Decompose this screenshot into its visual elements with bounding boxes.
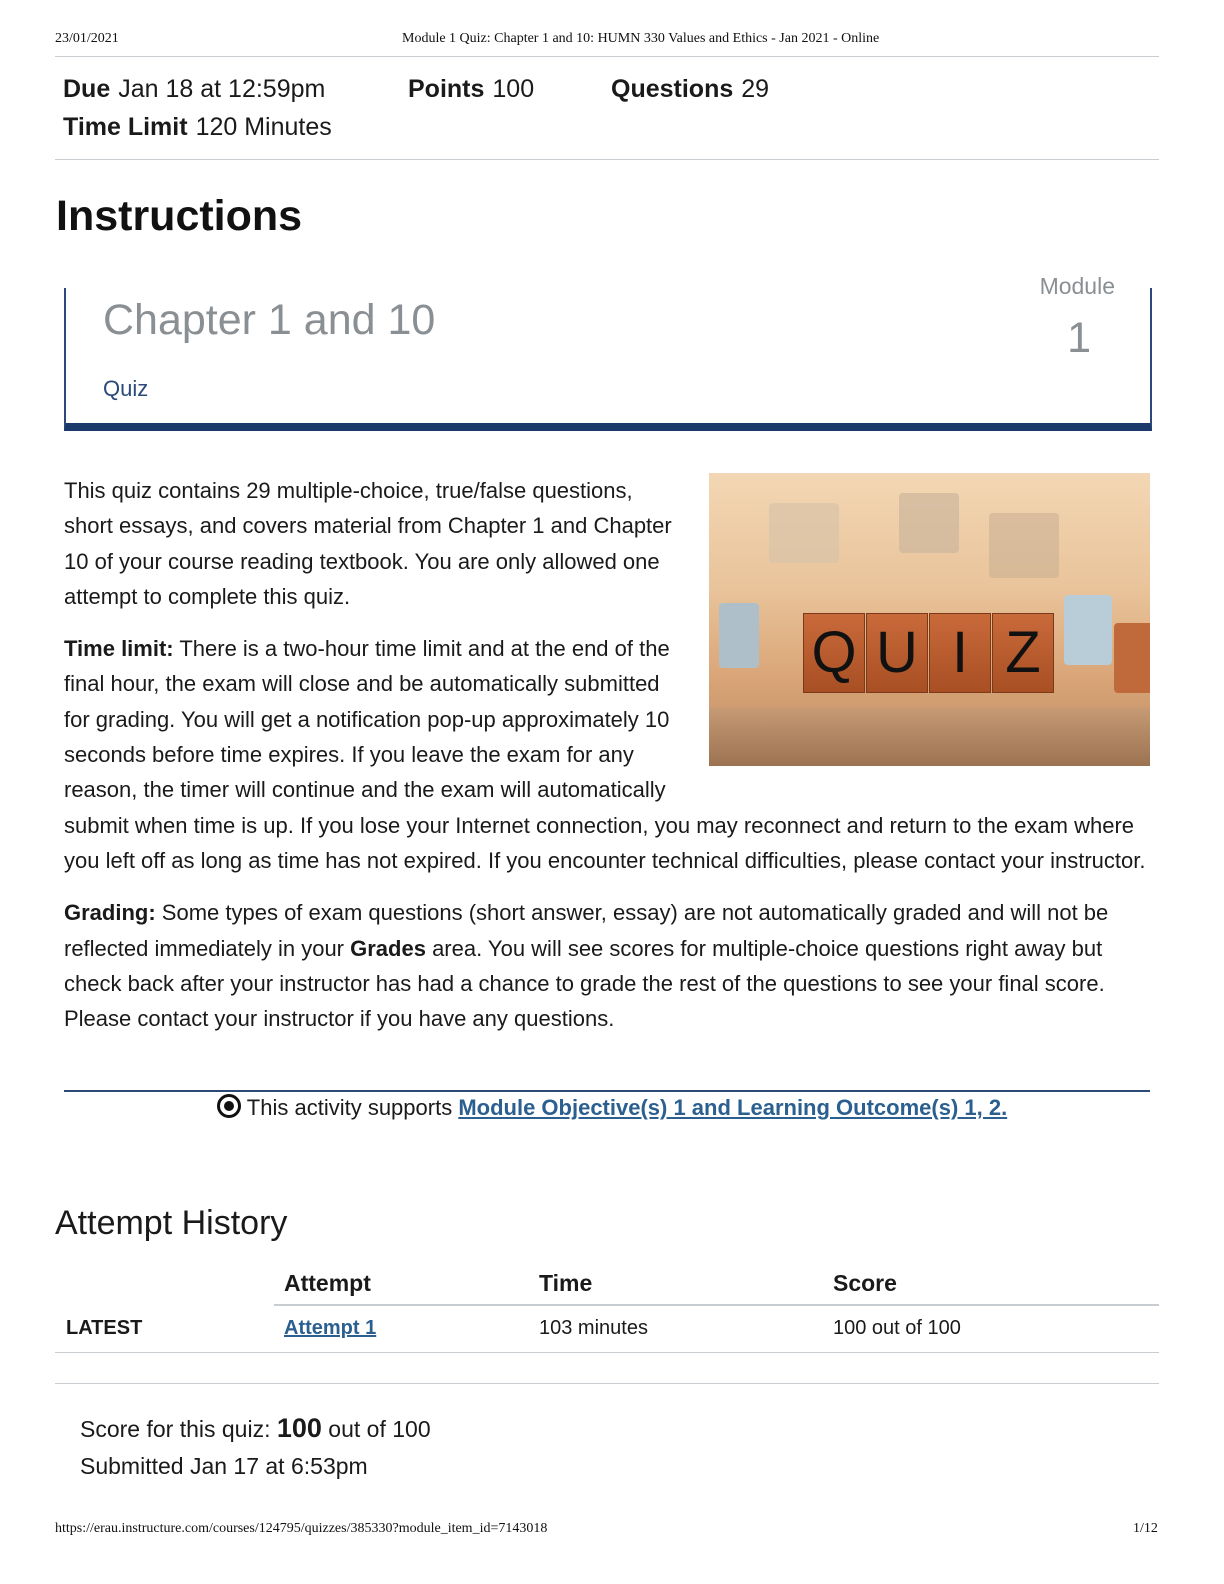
grading-paragraph (64, 895, 1152, 1036)
score-summary (80, 1413, 431, 1444)
time-limit-label: Time limit: (64, 636, 174, 662)
grades-word: Grades (350, 935, 426, 961)
grading-text-b: area. You will see scores for multiple-choice questions right away but check back after your instructor has had a chance to grade the rest of the questions to see your final score. Please contact your instructor if you have any questions. (64, 935, 1105, 1032)
time-limit-text: There is a two-hour time limit and at the end of the final hour, the exam will close and be automatically submitted for grading. You will get a notification pop-up approximately 10 seconds before time expires. If you leave the exam for any reason, the timer will continue and the exam will automatically submit when time is up. If you lose your Internet connection, you may reconnect and return to the exam where you left off as long as time has not expired. If you encounter technical difficulties, please contact your instructor. (64, 636, 1146, 873)
questions-label: Questions (611, 75, 734, 103)
instructions-heading: Instructions (56, 192, 303, 240)
score-value: 100 (276, 1413, 322, 1443)
questions-meta (611, 75, 769, 104)
submitted-timestamp: Submitted Jan 17 at 6:53pm (80, 1453, 368, 1479)
instructions-body (64, 473, 1152, 1053)
points-value: 100 (492, 75, 535, 103)
row-label-latest: LATEST (66, 1317, 143, 1339)
score-divider (55, 1383, 1159, 1384)
time-cell: 103 minutes (539, 1317, 648, 1339)
time-limit-value: 120 Minutes (195, 113, 332, 141)
quiz-letter-block: I (929, 613, 991, 693)
banner-subtitle: Quiz (103, 376, 149, 401)
due-value: Jan 18 at 12:59pm (118, 75, 326, 103)
questions-value: 29 (741, 75, 770, 103)
objective-link[interactable]: Module Objective(s) 1 and Learning Outcome(s) 1, 2. (458, 1095, 1008, 1120)
column-header-attempt: Attempt (284, 1270, 371, 1296)
objective-line (0, 1094, 1224, 1121)
grading-text-a: Some types of exam questions (short answer, essay) are not automatically graded and will not be reflected immediately in your (64, 900, 1109, 961)
meta-divider (55, 159, 1159, 160)
header-divider (55, 56, 1159, 57)
score-cell: 100 out of 100 (833, 1317, 961, 1339)
print-title: Module 1 Quiz: Chapter 1 and 10: HUMN 330 Values and Ethics - Jan 2021 - Online (402, 31, 880, 46)
attempt-1-link[interactable]: Attempt 1 (284, 1317, 377, 1339)
target-icon (217, 1094, 241, 1118)
intro-paragraph: This quiz contains 29 multiple-choice, true/false questions, short essays, and covers material from Chapter 1 and Chapter 10 of your course reading textbook. You are only allowed one attempt to complete this quiz. (64, 478, 672, 609)
objective-prefix: This activity supports (246, 1095, 459, 1120)
quiz-blocks-image (709, 473, 1150, 766)
due-label: Due (63, 75, 111, 103)
time-limit-meta (63, 113, 332, 142)
column-header-time: Time (539, 1270, 593, 1296)
attempt-cell (284, 1317, 376, 1340)
attempt-history-heading: Attempt History (55, 1204, 288, 1242)
footer-url: https://erau.instructure.com/courses/124795/quizzes/385330?module_item_id=7143018 (55, 1521, 548, 1536)
points-label: Points (408, 75, 485, 103)
table-header-row (274, 1262, 1159, 1306)
banner-module-number: 1 (1067, 314, 1091, 362)
grading-label: Grading: (64, 900, 156, 926)
quiz-letter-block: Q (803, 613, 865, 693)
points-meta (408, 75, 534, 104)
print-date: 23/01/2021 (55, 31, 119, 46)
module-banner (64, 273, 1152, 431)
banner-module-label: Module (1039, 273, 1115, 299)
column-header-score: Score (833, 1270, 897, 1296)
score-suffix: out of 100 (321, 1416, 431, 1442)
time-limit-label: Time Limit (63, 113, 188, 141)
footer-page-number: 1/12 (1133, 1521, 1158, 1536)
due-meta (63, 75, 325, 104)
objective-divider (64, 1090, 1150, 1092)
quiz-letter-block: U (866, 613, 928, 693)
banner-title: Chapter 1 and 10 (103, 296, 436, 344)
score-prefix: Score for this quiz: (80, 1416, 277, 1442)
quiz-letter-block: Z (992, 613, 1054, 693)
